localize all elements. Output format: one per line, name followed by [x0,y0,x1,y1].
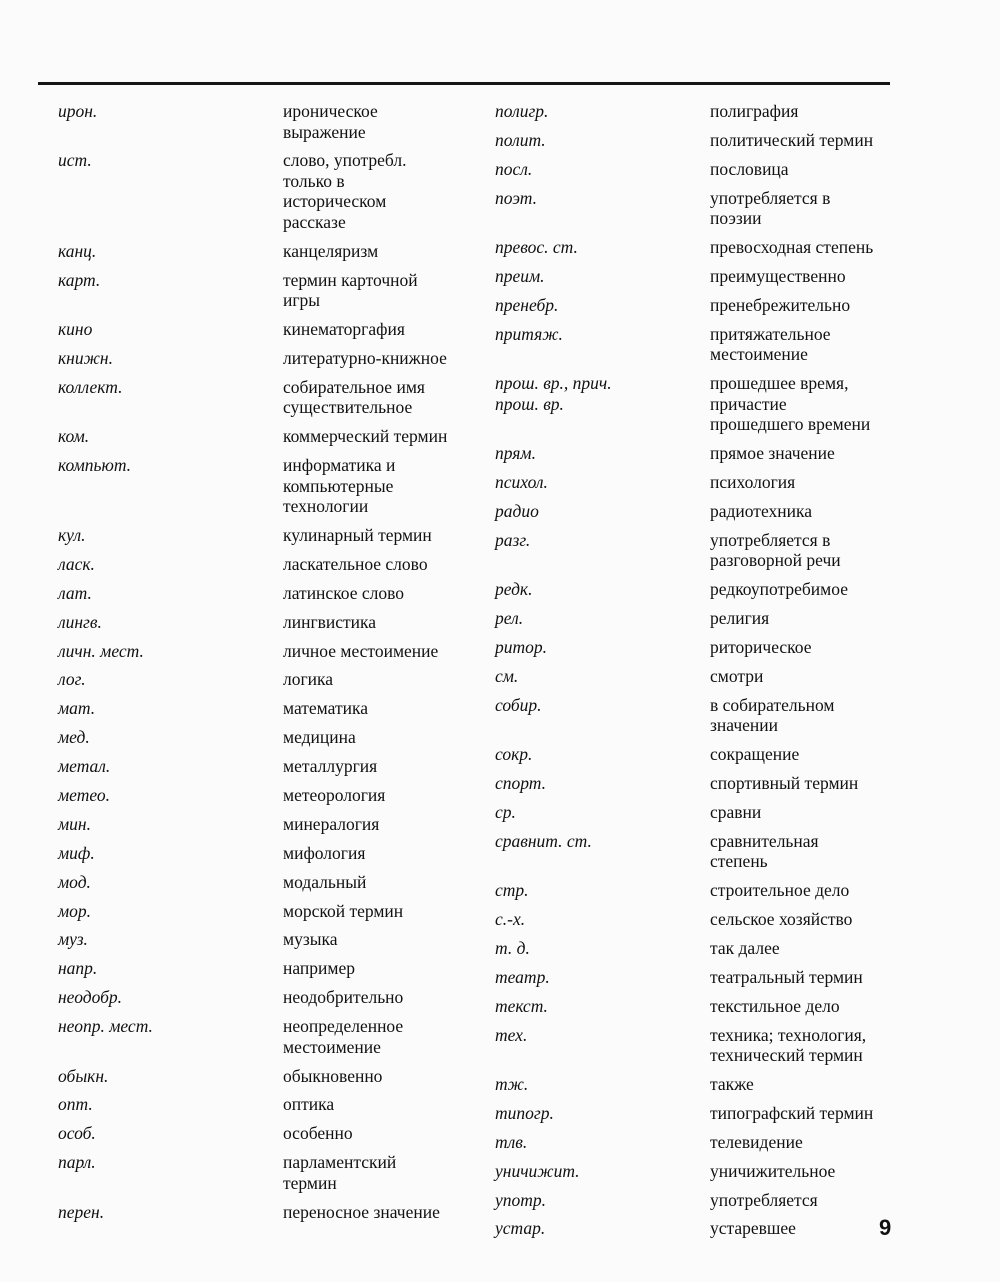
abbreviation-entry [495,996,925,1017]
abbreviation-meaning: так далее [710,937,780,958]
abbreviation-meaning: модальный [283,871,367,892]
abbreviation-meaning: сравни [710,801,762,822]
abbreviation-entry [495,324,925,365]
abbreviation: кино [58,319,93,340]
abbreviation: полигр. [495,101,549,121]
abbreviation-entry [58,901,508,922]
abbreviation-entry [58,455,508,517]
abbreviation: разг. [495,529,531,550]
abbreviation-meaning: типографский термин [710,1102,874,1123]
abbreviation-meaning: преимущественно [710,265,846,286]
abbreviation-meaning: особенно [283,1123,353,1144]
abbreviation-entry [495,744,925,765]
abbreviation-meaning: металлургия [283,756,378,777]
abbreviation-entry [58,1016,508,1057]
abbreviation: ср. [495,801,516,822]
abbreviation: сравнит. ст. [495,830,592,851]
abbreviation: обыкн. [58,1065,109,1086]
abbreviation-meaning: уничижительное [710,1160,836,1181]
abbreviation-meaning: морской термин [283,900,404,921]
abbreviation: тлв. [495,1131,528,1152]
abbreviation-meaning: сокращение [710,744,800,765]
abbreviation-meaning: театральный термин [710,966,863,987]
abbreviation-entry [495,802,925,823]
abbreviation-meaning: также [710,1073,754,1094]
abbreviation: напр. [58,958,98,979]
abbreviation-entry [58,241,508,262]
abbreviation-meaning: редкоупотребимое [710,579,848,600]
abbreviation-entry [495,295,925,316]
abbreviation: радио [495,500,539,521]
abbreviation-entry [58,987,508,1008]
abbreviation-meaning: сравнительная степень [710,830,819,872]
abbreviation-entry [495,1025,925,1066]
abbreviation: мат. [58,698,96,719]
abbreviation-entry [58,698,508,719]
abbreviation-entry [495,159,925,180]
abbreviation-entry [495,237,925,258]
abbreviation: компьют. [58,455,132,476]
abbreviation-meaning: употребляется в разговорной речи [710,529,841,571]
abbreviation-entry [495,1190,925,1211]
abbreviation: редк. [495,579,533,600]
abbreviation-entry [495,1074,925,1095]
abbreviation-meaning: техника; технология, технический термин [710,1024,867,1066]
abbreviation-meaning: личное местоимение [283,640,439,661]
abbreviation-meaning: литературно-книжное [283,347,447,368]
abbreviation: см. [495,665,519,686]
abbreviation-entry [495,938,925,959]
abbreviation: личн. мест. [58,640,144,661]
abbreviation-meaning: музыка [283,929,338,950]
left-column [58,101,508,1231]
abbreviation-entry [58,1202,508,1223]
abbreviation: канц. [58,240,97,261]
abbreviation: стр. [495,880,529,901]
abbreviation-meaning: мифология [283,842,366,863]
abbreviation: муз. [58,929,88,950]
abbreviation-meaning: неодобрительно [283,987,404,1008]
abbreviation-entry [495,666,925,687]
abbreviation: лог. [58,669,86,690]
abbreviation-entry [495,1161,925,1182]
abbreviation: неопр. мест. [58,1016,153,1037]
abbreviation-meaning: термин карточной игры [283,269,418,311]
abbreviation: типогр. [495,1102,554,1123]
abbreviation: рел. [495,607,524,628]
abbreviation-meaning: психология [710,471,796,492]
abbreviation: мин. [58,813,91,834]
abbreviation: тж. [495,1073,529,1094]
abbreviation: кул. [58,525,86,546]
abbreviation: тех. [495,1024,528,1045]
abbreviation-meaning: телевидение [710,1131,803,1152]
abbreviation-entry [58,1094,508,1115]
abbreviation-entry [495,501,925,522]
abbreviation: коллект. [58,376,123,397]
abbreviation: опт. [58,1094,93,1115]
abbreviation: карт. [58,269,101,290]
abbreviation-meaning: логика [283,669,334,690]
abbreviation-entry [58,1152,508,1193]
abbreviation-entry [58,348,508,369]
abbreviation-entry [58,872,508,893]
abbreviation-meaning: обыкновенно [283,1065,383,1086]
page-number: 9 [879,1215,892,1240]
abbreviation-entry [495,831,925,872]
abbreviation-meaning: переносное значение [283,1201,440,1222]
abbreviation-entry [58,150,508,232]
abbreviation-meaning: спортивный термин [710,772,859,793]
abbreviation: притяж. [495,323,563,344]
abbreviation-meaning: кинематоргафия [283,319,405,340]
abbreviation-meaning: религия [710,607,770,628]
abbreviation-meaning: риторическое [710,636,812,657]
abbreviation: лат. [58,582,92,603]
abbreviation-entry [58,612,508,633]
abbreviation-meaning: канцеляризм [283,240,379,261]
abbreviation-meaning: устаревшее [710,1218,796,1239]
abbreviation-meaning: превосходная степень [710,237,874,258]
abbreviation-meaning: пренебрежительно [710,294,851,315]
abbreviation: театр. [495,966,550,987]
abbreviation-meaning: текстильное дело [710,995,840,1016]
abbreviation: метал. [58,756,111,777]
abbreviation-meaning: лингвистика [283,611,377,632]
abbreviation-meaning: латинское слово [283,582,405,603]
abbreviation: ком. [58,426,90,447]
right-column [495,101,925,1247]
abbreviation-entry [58,756,508,777]
abbreviation-meaning: математика [283,698,368,719]
abbreviation: особ. [58,1123,96,1144]
abbreviation: употр. [495,1189,547,1210]
abbreviation: полит. [495,129,546,150]
abbreviation-entry [495,373,925,435]
abbreviation-meaning: медицина [283,727,356,748]
abbreviation: устар. [495,1218,546,1239]
abbreviation-meaning: коммерческий термин [283,426,448,447]
abbreviation-entry [495,608,925,629]
abbreviation: мед. [58,727,90,748]
abbreviation: ласк. [58,553,95,574]
abbreviation: книжн. [58,347,113,368]
abbreviation-entry [58,958,508,979]
abbreviation: перен. [58,1201,105,1222]
abbreviation-meaning: употребляется [710,1189,818,1210]
abbreviation-entry [495,1132,925,1153]
abbreviation: собир. [495,694,542,715]
abbreviation-entry [58,426,508,447]
abbreviation-entry [495,880,925,901]
abbreviation-entry [58,727,508,748]
abbreviation-entry [495,1218,925,1239]
abbreviation: ист. [58,150,92,171]
abbreviation: поэт. [495,187,537,208]
abbreviation-meaning: собирательное имя существительное [283,376,425,418]
abbreviation: уничижит. [495,1160,580,1181]
abbreviation-entry [495,773,925,794]
abbreviation: ритор. [495,636,548,657]
abbreviation-meaning: оптика [283,1094,335,1115]
abbreviation-entry [495,1103,925,1124]
abbreviation-entry [58,843,508,864]
abbreviation-meaning: прямое значение [710,443,835,464]
abbreviation-entry [58,1123,508,1144]
abbreviation: т. д. [495,937,530,958]
abbreviation-meaning: радиотехника [710,500,812,521]
abbreviation-entry [495,472,925,493]
abbreviation-meaning: прошедшее время, причастие прошедшего времени [710,373,871,435]
abbreviation: превос. ст. [495,237,578,258]
abbreviation-entry [58,101,508,142]
abbreviation-entry [495,967,925,988]
abbreviation-meaning: притяжательное местоимение [710,323,831,365]
abbreviation: мор. [58,900,92,921]
abbreviation-meaning: минералогия [283,813,380,834]
abbreviation: прош. вр., прич. прош. вр. [495,373,612,414]
abbreviation-meaning: смотри [710,665,764,686]
abbreviation-meaning: употребляется в поэзии [710,187,831,229]
abbreviation-meaning: неопределенное местоимение [283,1016,404,1057]
abbreviation-entry [58,814,508,835]
abbreviation: миф. [58,842,95,863]
abbreviation-meaning: метеорология [283,785,386,806]
abbreviation-entry [58,785,508,806]
abbreviation-entry [495,637,925,658]
abbreviation-entry [495,909,925,930]
abbreviation-entry [58,669,508,690]
abbreviation-entry [495,266,925,287]
abbreviation-meaning: сельское хозяйство [710,908,853,929]
abbreviation-entry [58,1066,508,1087]
abbreviation: неодобр. [58,987,123,1008]
abbreviation: пренебр. [495,294,559,315]
abbreviation-entry [58,377,508,418]
abbreviation-entry [495,443,925,464]
abbreviation: лингв. [58,611,102,632]
abbreviation-entry [495,695,925,736]
abbreviation-meaning: ироническое выражение [283,101,378,142]
abbreviation-meaning: ласкательное слово [283,553,428,574]
abbreviation-meaning: политический термин [710,129,874,150]
abbreviation: с.-х. [495,908,526,929]
abbreviation: ирон. [58,101,98,121]
abbreviation-entry [495,188,925,229]
abbreviation: текст. [495,995,548,1016]
abbreviation-meaning: пословица [710,158,789,179]
abbreviation: сокр. [495,744,533,765]
abbreviation: спорт. [495,772,547,793]
abbreviation-meaning: например [283,958,355,979]
abbreviation: посл. [495,158,533,179]
abbreviation-meaning: слово, употребл. только в историческом рассказе [283,150,407,232]
abbreviation-entry [495,101,925,122]
abbreviation: парл. [58,1152,96,1173]
abbreviation-meaning: полиграфия [710,101,799,121]
abbreviation-entry [58,583,508,604]
abbreviation-meaning: кулинарный термин [283,525,432,546]
abbreviation-entry [58,270,508,311]
abbreviation-entry [58,525,508,546]
abbreviation-entry [58,554,508,575]
abbreviation-entry [58,641,508,662]
abbreviation: преим. [495,265,545,286]
abbreviation-entry [495,130,925,151]
abbreviation-meaning: в собирательном значении [710,694,835,736]
abbreviation-meaning: информатика и компьютерные технологии [283,455,396,517]
abbreviation-entry [58,319,508,340]
abbreviation: прям. [495,443,536,464]
abbreviation: метео. [58,785,111,806]
abbreviation: мод. [58,871,91,892]
header-rule [38,82,890,85]
abbreviation-entry [495,530,925,571]
abbreviation-entry [495,579,925,600]
abbreviation-meaning: строительное дело [710,880,850,901]
abbreviation-meaning: парламентский термин [283,1152,397,1193]
abbreviation-entry [58,929,508,950]
abbreviation: психол. [495,471,548,492]
